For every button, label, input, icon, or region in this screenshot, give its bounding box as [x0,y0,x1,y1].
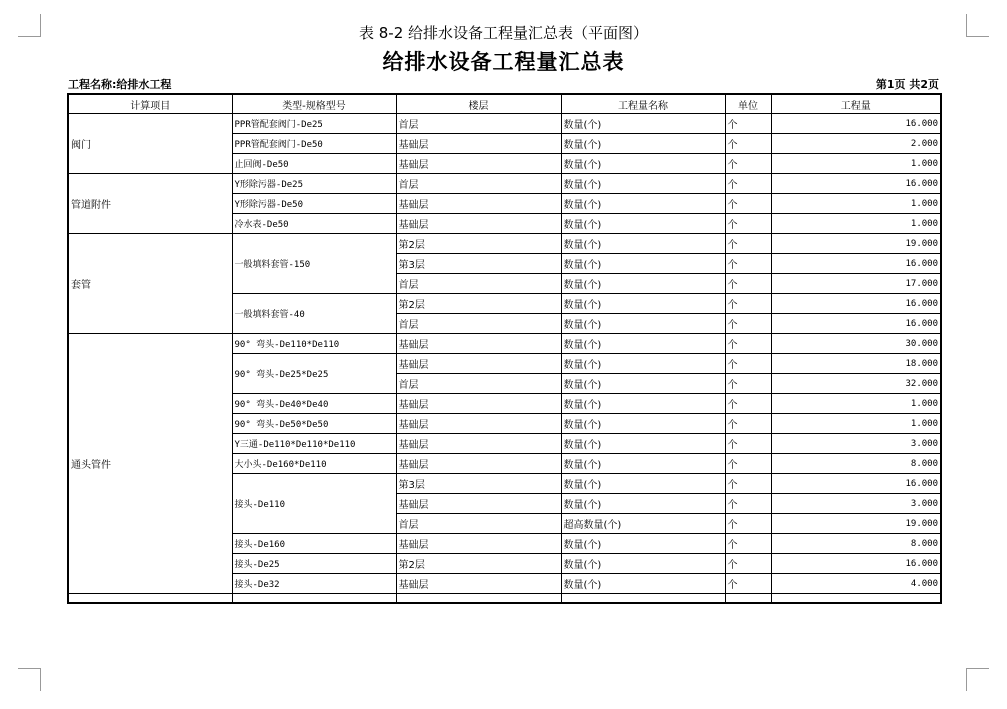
quantity-cell: 16.000 [771,294,941,314]
floor-cell: 基础层 [396,414,561,434]
unit-cell: 个 [725,574,771,594]
floor-cell: 第3层 [396,474,561,494]
unit-cell: 个 [725,234,771,254]
quantity-cell: 1.000 [771,214,941,234]
quantity-cell: 4.000 [771,574,941,594]
col-header-item: 计算项目 [68,94,232,114]
quantity-name-cell: 数量(个) [561,194,725,214]
unit-cell: 个 [725,334,771,354]
floor-cell: 首层 [396,274,561,294]
spec-cell: Y形除污器-De25 [232,174,396,194]
item-cell: 管道附件 [68,174,232,234]
quantity-summary-table [67,93,942,604]
unit-cell: 个 [725,274,771,294]
quantity-name-cell: 数量(个) [561,454,725,474]
floor-cell: 基础层 [396,134,561,154]
item-cell: 套管 [68,234,232,334]
unit-cell: 个 [725,314,771,334]
quantity-cell: 16.000 [771,174,941,194]
item-cell: 阀门 [68,114,232,174]
unit-cell: 个 [725,374,771,394]
unit-cell: 个 [725,134,771,154]
quantity-cell: 1.000 [771,154,941,174]
quantity-name-cell: 数量(个) [561,374,725,394]
floor-cell: 基础层 [396,494,561,514]
spec-cell: 一般填料套管-150 [232,234,396,294]
spec-cell: PPR管配套阀门-De25 [232,114,396,134]
quantity-name-cell: 数量(个) [561,434,725,454]
unit-cell: 个 [725,434,771,454]
quantity-name-cell: 数量(个) [561,574,725,594]
quantity-name-cell: 数量(个) [561,114,725,134]
col-header-unit: 单位 [725,94,771,114]
quantity-name-cell: 数量(个) [561,554,725,574]
table-body [68,114,941,604]
unit-cell: 个 [725,534,771,554]
spec-cell: 90° 弯头-De40*De40 [232,394,396,414]
empty-cell [68,594,232,604]
spec-cell: 90° 弯头-De110*De110 [232,334,396,354]
quantity-cell: 18.000 [771,354,941,374]
quantity-name-cell: 数量(个) [561,174,725,194]
unit-cell: 个 [725,394,771,414]
col-header-quantity: 工程量 [771,94,941,114]
quantity-cell: 16.000 [771,114,941,134]
unit-cell: 个 [725,494,771,514]
floor-cell: 第3层 [396,254,561,274]
quantity-cell: 32.000 [771,374,941,394]
col-header-spec: 类型-规格型号 [232,94,396,114]
floor-cell: 首层 [396,514,561,534]
col-header-quantity-name: 工程量名称 [561,94,725,114]
quantity-cell: 1.000 [771,394,941,414]
table-caption: 表 8-2 给排水设备工程量汇总表（平面图） [358,24,649,42]
quantity-name-cell: 数量(个) [561,474,725,494]
quantity-cell: 16.000 [771,554,941,574]
empty-cell [771,594,941,604]
floor-cell: 第2层 [396,234,561,254]
quantity-name-cell: 数量(个) [561,274,725,294]
unit-cell: 个 [725,174,771,194]
quantity-cell: 3.000 [771,434,941,454]
quantity-name-cell: 数量(个) [561,494,725,514]
unit-cell: 个 [725,454,771,474]
unit-cell: 个 [725,114,771,134]
floor-cell: 基础层 [396,454,561,474]
spec-cell: 接头-De32 [232,574,396,594]
quantity-name-cell: 数量(个) [561,294,725,314]
unit-cell: 个 [725,354,771,374]
spec-cell: 90° 弯头-De25*De25 [232,354,396,394]
floor-cell: 基础层 [396,354,561,374]
quantity-cell: 1.000 [771,414,941,434]
floor-cell: 第2层 [396,294,561,314]
unit-cell: 个 [725,514,771,534]
floor-cell: 首层 [396,374,561,394]
spec-cell: 接头-De160 [232,534,396,554]
quantity-cell: 17.000 [771,274,941,294]
quantity-name-cell: 数量(个) [561,314,725,334]
table-row [68,114,941,134]
unit-cell: 个 [725,294,771,314]
quantity-cell: 8.000 [771,534,941,554]
unit-cell: 个 [725,194,771,214]
spec-cell: PPR管配套阀门-De50 [232,134,396,154]
floor-cell: 基础层 [396,534,561,554]
floor-cell: 基础层 [396,574,561,594]
crop-mark-bottom-left [18,668,41,691]
spec-cell: 接头-De110 [232,474,396,534]
table-row [68,234,941,254]
spec-cell: 大小头-De160*De110 [232,454,396,474]
quantity-cell: 19.000 [771,234,941,254]
empty-cell [232,594,396,604]
table-row [68,334,941,354]
floor-cell: 首层 [396,314,561,334]
floor-cell: 基础层 [396,194,561,214]
spec-cell: 90° 弯头-De50*De50 [232,414,396,434]
unit-cell: 个 [725,254,771,274]
floor-cell: 基础层 [396,214,561,234]
quantity-cell: 2.000 [771,134,941,154]
empty-cell [561,594,725,604]
floor-cell: 基础层 [396,434,561,454]
quantity-name-cell: 数量(个) [561,414,725,434]
quantity-name-cell: 数量(个) [561,154,725,174]
unit-cell: 个 [725,214,771,234]
quantity-cell: 16.000 [771,254,941,274]
quantity-name-cell: 超高数量(个) [561,514,725,534]
empty-cell [396,594,561,604]
floor-cell: 基础层 [396,154,561,174]
quantity-cell: 1.000 [771,194,941,214]
page-title: 给排水设备工程量汇总表 [382,49,625,74]
page-number: 第1页 共2页 [875,78,939,91]
unit-cell: 个 [725,474,771,494]
quantity-name-cell: 数量(个) [561,234,725,254]
empty-cell [725,594,771,604]
crop-mark-bottom-right [966,668,989,691]
floor-cell: 首层 [396,174,561,194]
spec-cell: 接头-De25 [232,554,396,574]
quantity-name-cell: 数量(个) [561,334,725,354]
project-name: 工程名称:给排水工程 [68,78,172,91]
floor-cell: 基础层 [396,394,561,414]
quantity-cell: 30.000 [771,334,941,354]
unit-cell: 个 [725,414,771,434]
quantity-cell: 19.000 [771,514,941,534]
floor-cell: 第2层 [396,554,561,574]
floor-cell: 基础层 [396,334,561,354]
quantity-cell: 8.000 [771,454,941,474]
spec-cell: Y形除污器-De50 [232,194,396,214]
unit-cell: 个 [725,554,771,574]
quantity-name-cell: 数量(个) [561,134,725,154]
unit-cell: 个 [725,154,771,174]
quantity-name-cell: 数量(个) [561,534,725,554]
quantity-cell: 16.000 [771,314,941,334]
table-row [68,174,941,194]
spec-cell: 冷水表-De50 [232,214,396,234]
quantity-name-cell: 数量(个) [561,214,725,234]
empty-row [68,594,941,604]
item-cell: 通头管件 [68,334,232,594]
table-header-row [68,94,941,114]
quantity-name-cell: 数量(个) [561,394,725,414]
quantity-name-cell: 数量(个) [561,354,725,374]
spec-cell: 一般填料套管-40 [232,294,396,334]
quantity-name-cell: 数量(个) [561,254,725,274]
quantity-cell: 16.000 [771,474,941,494]
col-header-floor: 楼层 [396,94,561,114]
quantity-cell: 3.000 [771,494,941,514]
spec-cell: Y三通-De110*De110*De110 [232,434,396,454]
spec-cell: 止回阀-De50 [232,154,396,174]
floor-cell: 首层 [396,114,561,134]
